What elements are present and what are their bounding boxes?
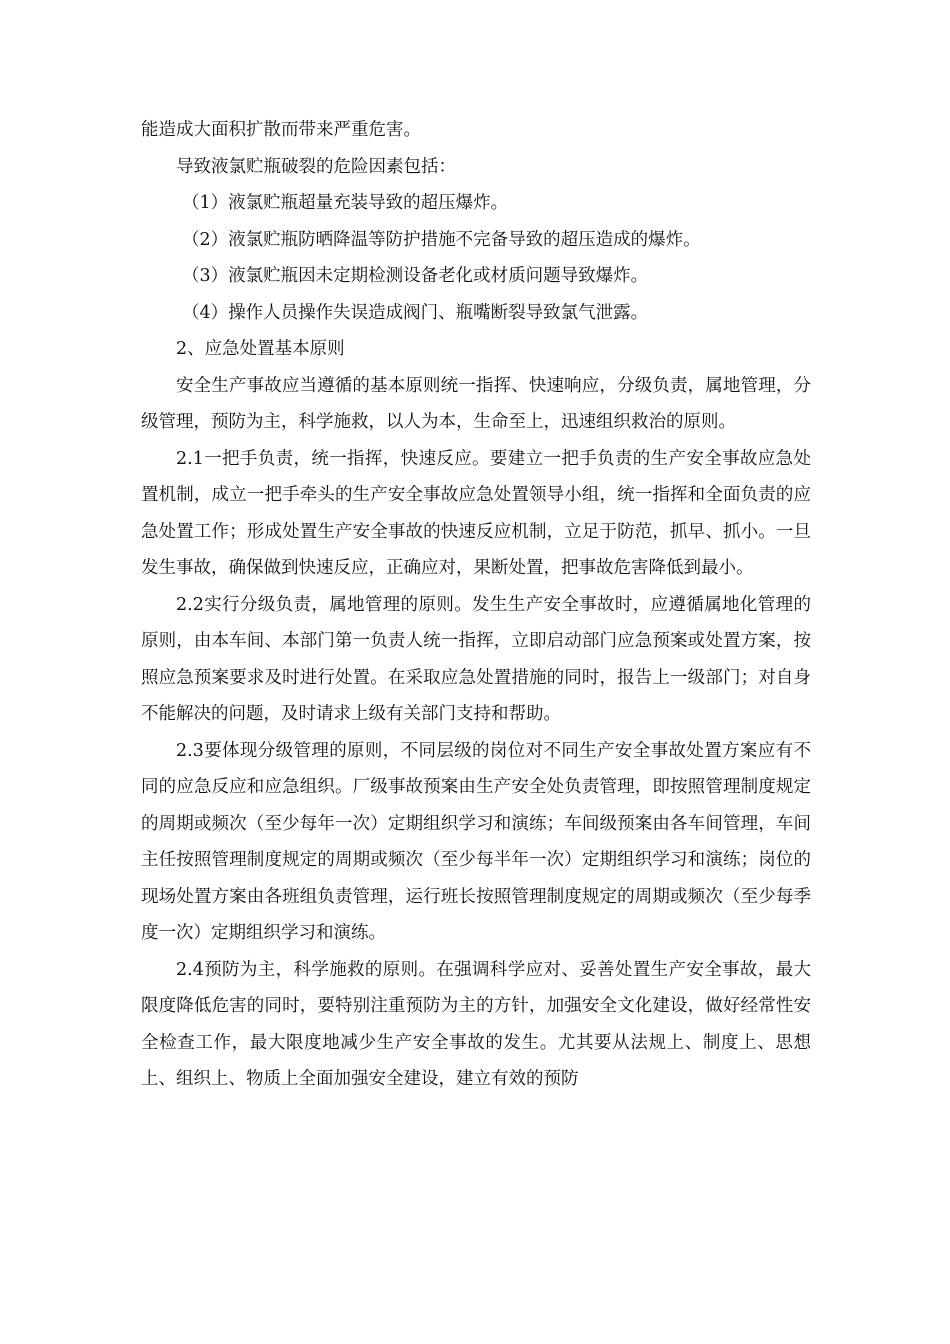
paragraph-principle-2-3: 2.3要体现分级管理的原则，不同层级的岗位对不同生产安全事故处置方案应有不同的应急反应和应急组织。厂级事故预案由生产安全处负责管理，即按照管理制度规定的周期或频次（至少每年一次）定期组织学习和演练；车间级预案由各车间管理，车间主任按照管理制度规定的周期或频次（至少每半年一次）定期组织学习和演练；岗位的现场处置方案由各班组负责管理，运行班长按照管理制度规定的周期或频次（至少每季度一次）定期组织学习和演练。 [141,740,811,943]
document-page [141,112,811,1098]
list-item-risk-1: （1）液氯贮瓶超量充装导致的超压爆炸。 [182,193,509,213]
section-heading-principles: 2、应急处置基本原则 [176,339,345,359]
paragraph-principles-summary: 安全生产事故应当遵循的基本原则统一指挥、快速响应，分级负责，属地管理，分级管理，预防为主，科学施救，以人为本，生命至上，迅速组织救治的原则。 [141,375,811,432]
paragraph-continuation: 能造成大面积扩散而带来严重危害。 [141,120,421,140]
paragraph-principle-2-4: 2.4预防为主，科学施救的原则。在强调科学应对、妥善处置生产安全事故，最大限度降低危害的同时，要特别注重预防为主的方针，加强安全文化建设，做好经常性安全检查工作，最大限度地减少生产安全事故的发生。尤其要从法规上、制度上、思想上、组织上、物质上全面加强安全建设，建立有效的预防 [141,959,811,1089]
paragraph-principle-2-2: 2.2实行分级负责，属地管理的原则。发生生产安全事故时，应遵循属地化管理的原则，由本车间、本部门第一负责人统一指挥，立即启动部门应急预案或处置方案，按照应急预案要求及时进行处置。在采取应急处置措施的同时，报告上一级部门；对自身不能解决的问题，及时请求上级有关部门支持和帮助。 [141,594,811,724]
list-item-risk-3: （3）液氯贮瓶因未定期检测设备老化或材质问题导致爆炸。 [182,266,649,286]
list-item-risk-2: （2）液氯贮瓶防晒降温等防护措施不完备导致的超压造成的爆炸。 [182,229,701,250]
list-item-risk-4: （4）操作人员操作失误造成阀门、瓶嘴断裂导致氯气泄露。 [182,302,649,323]
paragraph-principle-2-1: 2.1一把手负责，统一指挥，快速反应。要建立一把手负责的生产安全事故应急处置机制，成立一把手牵头的生产安全事故应急处置领导小组，统一指挥和全面负责的应急处置工作；形成处置生产安全事故的快速反应机制，立足于防范，抓早、抓小。一旦发生事故，确保做到快速反应，正确应对，果断处置，把事故危害降低到最小。 [141,448,811,578]
paragraph-risk-intro: 导致液氯贮瓶破裂的危险因素包括： [176,156,456,177]
